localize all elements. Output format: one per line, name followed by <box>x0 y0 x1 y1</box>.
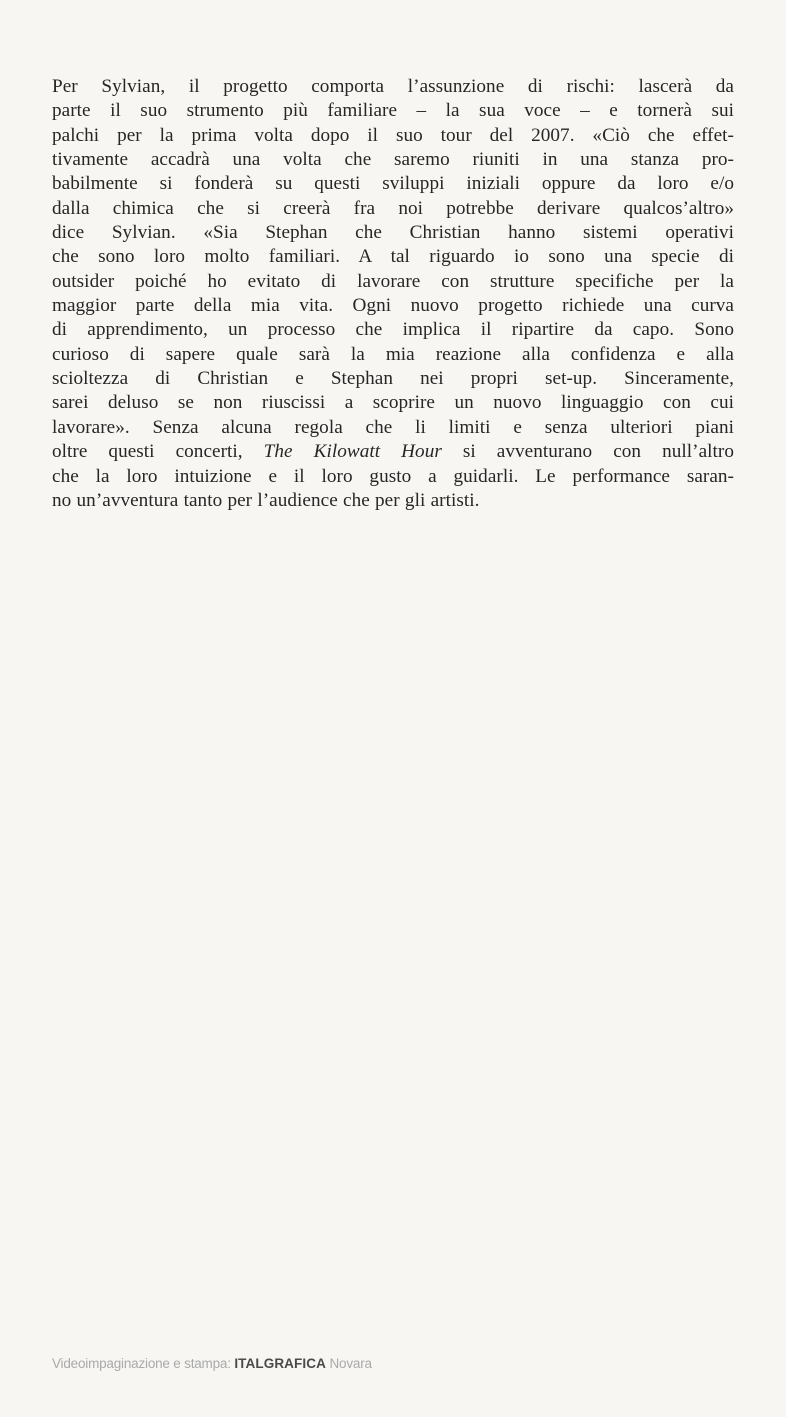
text-line: dalla chimica che si creerà fra noi potrebbe derivare qualcos’altro» <box>52 197 734 219</box>
text-line: lavorare». Senza alcuna regola che li limiti e senza ulteriori piani <box>52 416 734 438</box>
text-line: Per Sylvian, il progetto comporta l’assunzione di rischi: lascerà da <box>52 76 734 97</box>
text-line-last: no un’avventura tanto per l’audience che per gli artisti. <box>52 489 480 511</box>
text-line: che la loro intuizione e il loro gusto a guidarli. Le performance saran- <box>52 465 734 487</box>
text-fragment: si avventurano con null’altro <box>441 441 734 463</box>
text-line: che sono loro molto familiari. A tal riguardo io sono una specie di <box>52 246 734 268</box>
text-line: tivamente accadrà una volta che saremo riuniti in una stanza pro- <box>52 149 734 171</box>
colophon-prefix: Videoimpaginazione e stampa: <box>52 1356 235 1371</box>
text-line: parte il suo strumento più familiare – la sua voce – e tornerà sui <box>52 100 734 122</box>
text-fragment: oltre questi concerti, <box>52 441 264 463</box>
text-line: maggior parte della mia vita. Ogni nuovo progetto richiede una curva <box>52 295 734 317</box>
printer-city: Novara <box>325 1356 372 1371</box>
text-line-with-title <box>52 440 734 464</box>
work-title: The Kilowatt Hour <box>263 441 442 463</box>
colophon <box>52 1356 372 1372</box>
text-line: palchi per la prima volta dopo il suo tour del 2007. «Ciò che effet- <box>52 124 734 146</box>
text-line: babilmente si fonderà su questi sviluppi iniziali oppure da loro e/o <box>52 173 734 195</box>
text-line: scioltezza di Christian e Stephan nei propri set-up. Sinceramente, <box>52 368 734 390</box>
printer-name: ITALGRAFICA <box>234 1356 326 1371</box>
text-line: dice Sylvian. «Sia Stephan che Christian hanno sistemi operativi <box>52 222 734 244</box>
body-paragraph <box>52 75 734 513</box>
text-line: sarei deluso se non riuscissi a scoprire un nuovo linguaggio con cui <box>52 392 734 414</box>
text-line: outsider poiché ho evitato di lavorare con strutture specifiche per la <box>52 270 734 292</box>
text-line: curioso di sapere quale sarà la mia reazione alla confidenza e alla <box>52 343 734 365</box>
text-line: di apprendimento, un processo che implica il ripartire da capo. Sono <box>52 319 734 341</box>
